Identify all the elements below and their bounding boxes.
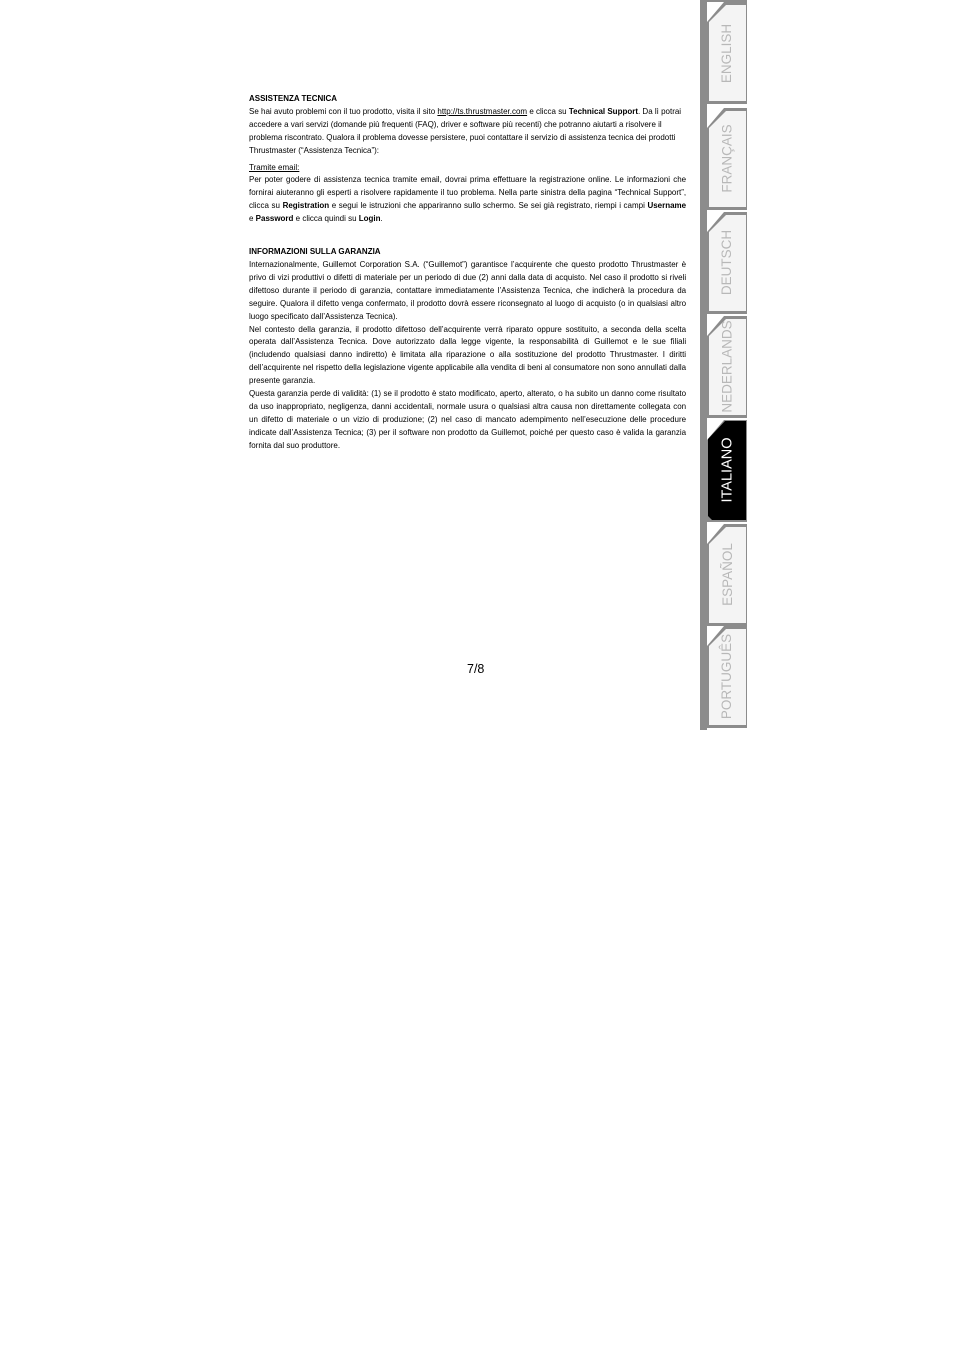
password-label: Password: [255, 213, 294, 224]
section-heading-technical-support: ASSISTENZA TECNICA: [249, 93, 338, 103]
paragraph-warranty-2: Nel contesto della garanzia, il prodotto difettoso dell’acquirente verrà riparato oppure sostituito, a seconda della scelta operata dall’Assistenza Tecnica. Dove autorizzato dalla legge vigente, la responsabilità di Guillemot e le sue filiali (includendo qualsiasi danno indiretto) è limitata alla riparazione o alla sostituzione del prodotto Thrustmaster. I diritti dell’acquirente nel rispetto della legislazione vigente applicabile alla vendita di beni al consumatore non sono annullati dalla presente garanzia.: [249, 323, 687, 386]
registration-label: Registration: [282, 200, 330, 211]
login-label: Login: [358, 213, 381, 224]
tab-francais[interactable]: FRANÇAIS: [719, 123, 735, 193]
tab-italiano[interactable]: ITALIANO: [719, 437, 735, 503]
paragraph-warranty-1: Internazionalmente, Guillemot Corporation S.A. (“Guillemot”) garantisce l’acquirente che questo prodotto Thrustmaster è privo di vizi produttivi o difetti di materiale per un periodo di due (2) anni dalla data di acquisto. Nel caso il prodotto si riveli difettoso durante il periodo di garanzia, contattare immediatamente l’Assistenza Tecnica, che indicherà la procedura da seguire. Qualora il difetto venga confermato, il prodotto dovrà essere riconsegnato al luogo di acquisto (o in qualsiasi altro luogo specificato dall’Assistenza Tecnica).: [249, 258, 687, 321]
support-website-link[interactable]: http://ts.thrustmaster.com: [437, 105, 528, 116]
paragraph-email-support: Per poter godere di assistenza tecnica tramite email, dovrai prima effettuare la registrazione online. Le informazioni che fornirai aiuteranno gli esperti a risolvere rapidamente il tuo problema. Nella parte sinistra della pagina “Technical Support”, clicca su Registration e segui le istruzioni che appariranno sullo schermo. Se sei già registrato, riempi i campi Username e Password e clicca quindi su Login.: [249, 174, 687, 224]
sub-heading-email: Tramite email:: [249, 161, 300, 172]
tab-espanol[interactable]: ESPAÑOL: [719, 542, 735, 606]
tab-nederlands[interactable]: NEDERLANDS: [719, 319, 735, 413]
section-heading-warranty: INFORMAZIONI SULLA GARANZIA: [249, 246, 381, 257]
username-label: Username: [647, 200, 687, 211]
technical-support-label: Technical Support: [568, 105, 638, 116]
tab-english[interactable]: ENGLISH: [719, 23, 735, 83]
paragraph-technical-support-intro: Se hai avuto problemi con il tuo prodotto, visita il sito http://ts.thrustmaster.com e clicca su Technical Support. Da lì potrai accedere a vari servizi (domande più frequenti (FAQ), driver e software più recenti) che potranno aiutarti a risolvere il problema riscontrato. Qualora il problema dovesse persistere, puoi contattare il servizio di assistenza tecnica dei prodotti Thrustmaster (“Assistenza Tecnica”):: [249, 105, 682, 155]
tab-deutsch[interactable]: DEUTSCH: [719, 229, 735, 295]
tab-portugues[interactable]: PORTUGUÊS: [719, 633, 735, 719]
document-body: [249, 92, 686, 452]
paragraph-warranty-3: Questa garanzia perde di validità: (1) se il prodotto è stato modificato, aperto, alterato, o ha subito un danno come risultato da uso inappropriato, negligenza, danni accidentali, normale usura o qualsiasi altra causa non direttamente collegata con un difetto di materiale o un vizio di produzione; (2) nel caso di mancato adempimento nell’esecuzione delle procedure indicate dall’Assistenza Tecnica; (3) per il software non prodotto da Guillemot, poiché per questo caso è valida la garanzia fornita dal suo produttore.: [249, 388, 687, 450]
page-number: 7/8: [467, 662, 485, 676]
